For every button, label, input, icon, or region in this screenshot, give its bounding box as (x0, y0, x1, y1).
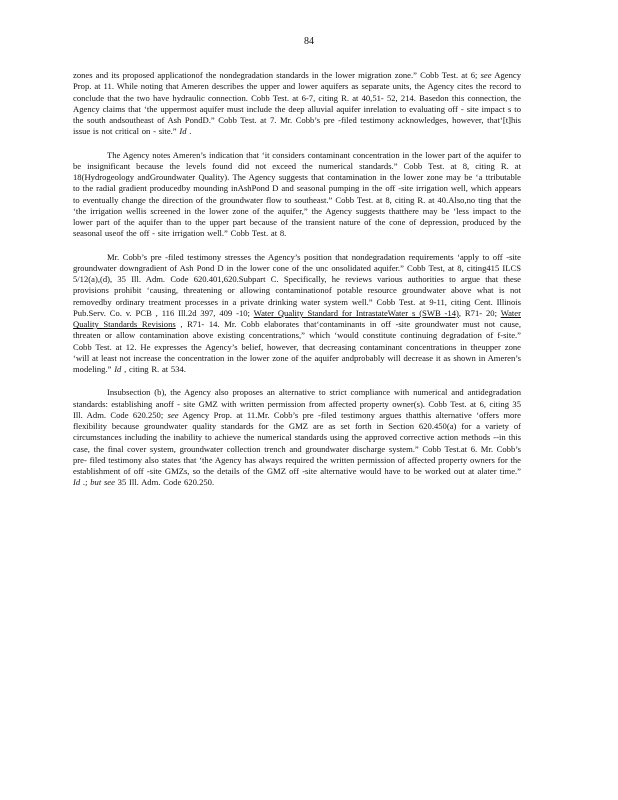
text-segment: zones and its proposed applicationof the nondegradation standards in the lower migration zone.” Cobb Test. at 6; (73, 70, 481, 80)
text-segment: , R71- 14. Mr. Cobb elaborates that‘contaminants in off -site groundwater must not cause, threaten or allow contamination above existing concentrations,” which ‘would constitute continuing degradation of f-site.” Cobb Test. at 12. He expresses the Agency’s belief, however, that decreasing contaminant concentrations in theupper zone ‘will at least not increase the concentration in the lower zone of the aquifer andprobably will decrease it as shown in Ameren’s modeling.” (73, 319, 521, 374)
document-body (73, 70, 521, 489)
paragraph (73, 70, 521, 138)
text-segment: 35 Ill. Adm. Code 620.250. (114, 477, 215, 488)
italic-citation: see (480, 70, 492, 80)
text-segment: Insubsection (b), the Agency also proposes an alternative to strict compliance with numerical and antidegradation standards: establishing anoff - site GMZ with written permission from affected property owner(s). Cobb Test. at 6, citing 35 Ill. Adm. Code 620.250; (73, 387, 521, 420)
italic-citation: but see (90, 477, 115, 488)
italic-citation: Id (73, 477, 81, 488)
underlined-citation: Water Quality Standards Revisions (73, 307, 521, 329)
text-segment: The Agency notes Ameren’s indication that ‘it considers contaminant concentration in the lower part of the aquifer to be insignificant because the levels found did not exceed the numerical standards.” Cobb Test. at 8, citing R. at 18(Hydrogeology andGroundwater Quality). The Agency suggests that contamination in the lower zone may be ‘a ttributable to the radial gradient producedby mounding inAshPond D and seasonal pumping in the off -site irrigation well, which appears to eventually change the direction of the groundwater flow to southeast.” Cobb Test. at 8, citing R. at 40.Also,no ting that the ‘the irrigation wellis screened in the lower zone of the aquifer,” the Agency suggests thatthere may be ‘less impact to the lower part of the aquifer than to the upper part because of the transient nature of the cone of depression, produced by the seasonal useof the off - site irrigation well.” Cobb Test. at 8. (73, 149, 521, 239)
text-segment: , citing R. at 534. (121, 364, 186, 374)
text-segment: .; (80, 477, 91, 488)
italic-citation: see (167, 409, 179, 420)
paragraph (73, 150, 521, 240)
italic-citation: Id (114, 364, 122, 374)
italic-citation: Id (179, 126, 187, 137)
paragraph (73, 252, 521, 376)
text-segment: Agency Prop. at 11.Mr. Cobb’s pre -filed testimony argues thatthis alternative ‘offers more flexibility because groundwater quality standards for the GMZ are as set forth in Section 620.450(a) for a variety of circumstances including the inability to achieve the numerical standards using the approved corrective action methods --in this case, the final cover system, groundwater collection trench and groundwater discharge system.” Cobb Test.at 6. Mr. Cobb’s pre- filed testimony also states that ‘the Agency has always required the written permission of affected property owners for the establishment of off -site GMZs, so the details of the GMZ off -site alternative would have to be worked out at alater time.” (73, 409, 521, 476)
text-segment: . (186, 126, 192, 137)
text-segment: Mr. Cobb’s pre -filed testimony stresses the Agency’s position that nondegradation requirements ‘apply to off -site groundwater downgradient of Ash Pond D in the lower cone of the unc onsolidated aquifer.” Cobb Test, at 8, citing415 ILCS 5/12(a),(d), 35 Ill. Adm. Code 620.401,620.Subpart C. Specifically, he reviews various authorities to argue that these provisions prohibit ‘causing, threatening or allowing contaminationof potable resource groundwater above what is not removedby ordinary treatment processes in a private drinking water system well.” Cobb Test. at 9-11, citing Cent. Illinois Pub.Serv. Co. v. PCB , 116 Ill.2d 397, 409 -10; (73, 251, 521, 318)
underlined-citation: Water Quality Standard for IntrastateWater s (SWB -14) (253, 307, 459, 318)
paragraph (73, 387, 521, 488)
text-segment: Agency Prop. at 11. While noting that Ameren describes the upper and lower aquifers as separate units, the Agency cites the record to conclude that the two have hydraulic connection. Cobb Test. at 6-7, citing R. at 40,51- 52, 214. Basedon this connection, the Agency claims that ‘the uppermost aquifer must include the deep alluvial aquifer inrelation to evaluating off - site impact s to the south andsoutheast of Ash PondD.” Cobb Test. at 7. Mr. Cobb’s pre -filed testimony acknowledges, however, that‘[t]his issue is not critical on - site.” (73, 70, 522, 137)
page-number: 84 (304, 36, 314, 47)
text-segment: , R71- 20; (458, 307, 501, 318)
